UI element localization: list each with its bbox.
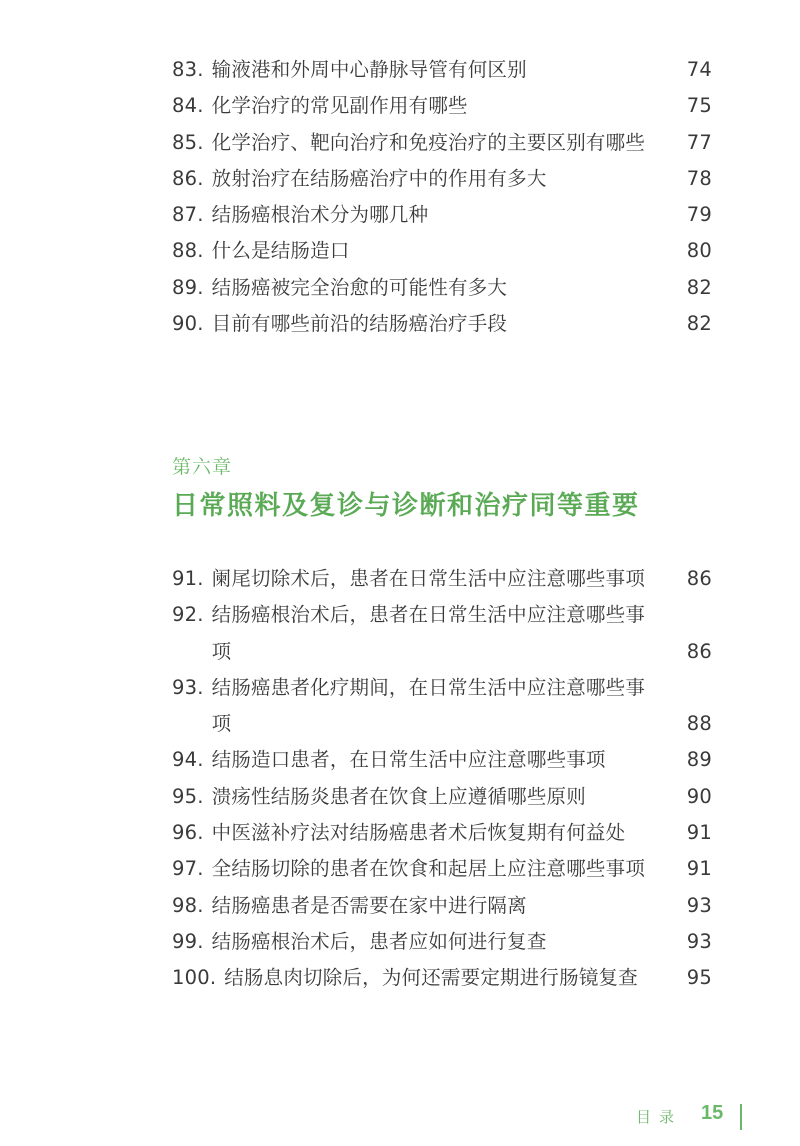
toc-entry[interactable] (172, 306, 712, 342)
entry-number: 97. (172, 857, 204, 881)
entry-title: 化学治疗、靶向治疗和免疫治疗的主要区别有哪些 (211, 130, 646, 154)
entry-title: 结肠癌根治术后，患者在日常生活中应注意哪些事项 (211, 603, 646, 663)
entry-number: 94. (172, 748, 204, 772)
entry-number: 92. (172, 603, 204, 627)
entry-page: 91 (686, 857, 712, 881)
chapter-title: 日常照料及复诊与诊断和治疗同等重要 (172, 491, 640, 521)
entry-title: 结肠癌根治术后，患者应如何进行复查 (211, 929, 547, 953)
entry-page: 89 (686, 748, 712, 772)
entry-title: 结肠癌被完全治愈的可能性有多大 (211, 275, 508, 299)
entry-number: 87. (172, 203, 204, 227)
entry-page: 74 (686, 58, 712, 81)
entry-page: 79 (686, 203, 712, 227)
entry-title: 放射治疗在结肠癌治疗中的作用有多大 (211, 166, 547, 190)
entry-spacer (662, 597, 672, 670)
toc-entry[interactable] (172, 270, 712, 306)
toc-entry[interactable] (172, 88, 712, 124)
footer-page-number: 15 (701, 1102, 724, 1124)
entry-number: 89. (172, 275, 204, 299)
entry-title: 结肠造口患者，在日常生活中应注意哪些事项 (211, 748, 606, 772)
footer-divider (740, 1104, 742, 1130)
entry-title: 目前有哪些前沿的结肠癌治疗手段 (211, 312, 508, 336)
toc-entry[interactable] (172, 597, 712, 670)
entry-number: 84. (172, 94, 204, 118)
chapter-label: 第六章 (172, 456, 233, 478)
toc-list-previous (172, 52, 712, 342)
entry-number: 88. (172, 239, 204, 263)
toc-entry[interactable] (172, 233, 712, 269)
toc-entry[interactable] (172, 742, 712, 778)
entry-page: 88 (686, 712, 712, 736)
entry-page: 75 (686, 94, 712, 118)
entry-page: 91 (686, 821, 712, 845)
entry-page: 90 (686, 784, 712, 808)
entry-title: 什么是结肠造口 (211, 239, 350, 263)
entry-number: 91. (172, 567, 204, 590)
toc-entry[interactable] (172, 960, 712, 996)
entry-number: 85. (172, 130, 204, 154)
toc-entry[interactable] (172, 815, 712, 851)
entry-page: 86 (686, 567, 712, 590)
toc-list-chapter-6 (172, 561, 712, 997)
toc-entry[interactable] (172, 670, 712, 743)
entry-title: 结肠癌患者是否需要在家中进行隔离 (211, 893, 527, 917)
toc-entry[interactable] (172, 52, 712, 88)
entry-spacer (662, 851, 672, 887)
entry-title: 中医滋补疗法对结肠癌患者术后恢复期有何益处 (211, 821, 626, 845)
entry-title: 结肠息肉切除后，为何还需要定期进行肠镜复查 (224, 966, 638, 990)
entry-page: 93 (686, 929, 712, 953)
entry-page: 78 (686, 166, 712, 190)
entry-title: 全结肠切除的患者在饮食和起居上应注意哪些事项 (211, 857, 646, 881)
toc-entry[interactable] (172, 125, 712, 161)
entry-page: 77 (686, 130, 712, 154)
entry-number: 93. (172, 675, 204, 699)
entry-title: 输液港和外周中心静脉导管有何区别 (211, 58, 527, 81)
entry-number: 96. (172, 821, 204, 845)
entry-spacer (662, 670, 672, 743)
entry-number: 99. (172, 929, 204, 953)
entry-page: 80 (686, 239, 712, 263)
toc-entry[interactable] (172, 924, 712, 960)
toc-entry[interactable] (172, 161, 712, 197)
entry-number: 100. (172, 966, 217, 990)
entry-title: 溃疡性结肠炎患者在饮食上应遵循哪些原则 (211, 784, 586, 808)
footer-section-label: 目录 (636, 1108, 683, 1126)
entry-page: 86 (686, 639, 712, 663)
entry-number: 83. (172, 58, 204, 81)
entry-page: 82 (686, 275, 712, 299)
entry-number: 86. (172, 166, 204, 190)
entry-number: 95. (172, 784, 204, 808)
entry-title: 阑尾切除术后，患者在日常生活中应注意哪些事项 (211, 567, 646, 590)
entry-page: 95 (686, 966, 712, 990)
entry-title: 结肠癌患者化疗期间，在日常生活中应注意哪些事项 (211, 675, 646, 736)
toc-entry[interactable] (172, 888, 712, 924)
entry-page: 82 (686, 312, 712, 336)
entry-number: 98. (172, 893, 204, 917)
toc-entry[interactable] (172, 561, 712, 597)
toc-entry[interactable] (172, 779, 712, 815)
entry-number: 90. (172, 312, 204, 336)
entry-title: 结肠癌根治术分为哪几种 (211, 203, 429, 227)
toc-entry[interactable] (172, 851, 712, 887)
entry-title: 化学治疗的常见副作用有哪些 (211, 94, 468, 118)
toc-entry[interactable] (172, 197, 712, 233)
entry-page: 93 (686, 893, 712, 917)
